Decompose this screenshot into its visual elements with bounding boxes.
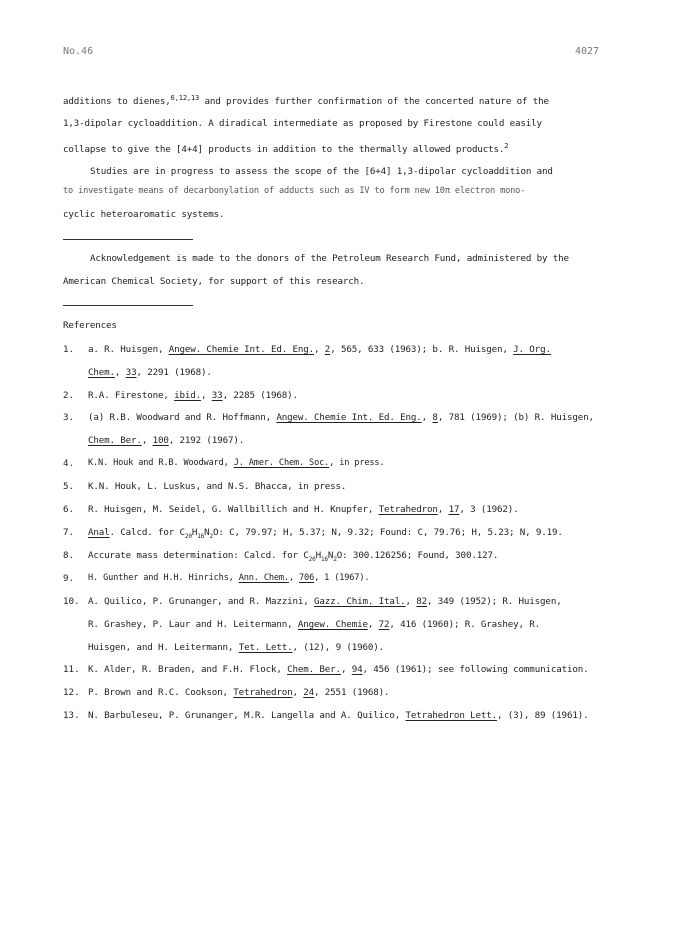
paragraph-1-line-2: 1,3-dipolar cycloaddition. A diradical intermediate as proposed by Firestone could easily — [63, 118, 542, 129]
reference-text-line: R. Huisgen, M. Seidel, G. Wallbillich and H. Knupfer, Tetrahedron, 17, 3 (1962). — [88, 504, 519, 515]
paragraph-1-line-3: collapse to give the [4+4] products in addition to the thermally allowed products.$^2$ — [63, 142, 509, 156]
reference-text-line: Chem. Ber., 100, 2192 (1967). — [88, 435, 245, 446]
reference-text-line: R. Grashey, P. Laur and H. Leitermann, Angew. Chemie, 72, 416 (1960); R. Grashey, R. — [88, 619, 541, 630]
acknowledgement-line-1: Acknowledgement is made to the donors of the Petroleum Research Fund, administered by the — [90, 253, 569, 264]
acknowledgement-line-2: American Chemical Society, for support of this research. — [63, 276, 365, 287]
citation-superscript: 6,12,13 — [170, 94, 200, 102]
paragraph-2-line-2: to investigate means of decarbonylation of adducts such as IV to form new 10π electron mono- — [63, 186, 526, 196]
reference-number: 4. — [63, 458, 75, 469]
paragraph-2-line-3: cyclic heteroaromatic systems. — [63, 209, 225, 220]
paragraph-2-line-1: Studies are in progress to assess the scope of the [6+4] 1,3-dipolar cycloaddition and — [90, 166, 553, 177]
section-divider — [63, 305, 193, 306]
reference-text-line: K. Alder, R. Braden, and F.H. Flock, Chem. Ber., 94, 456 (1961); see following communication. — [88, 664, 589, 675]
reference-text-line: P. Brown and R.C. Cookson, Tetrahedron, 24, 2551 (1968). — [88, 687, 390, 698]
page-number: 4027 — [575, 46, 600, 57]
reference-text-line: Anal. Calcd. for $C_{20}H_{16}N_2O$: C, 79.97; H, 5.37; N, 9.32; Found: C, 79.76; H, 5.23; N, 9.19. — [88, 527, 563, 540]
paragraph-1-line-1: additions to dienes,$^{6,12,13}$ and provides further confirmation of the concerted nature of the — [63, 94, 549, 108]
reference-number: 1. — [63, 344, 75, 355]
references-heading: References — [63, 320, 117, 331]
reference-text-line: Chem., 33, 2291 (1968). — [88, 367, 212, 378]
reference-text-line: (a) R.B. Woodward and R. Hoffmann, Angew. Chemie Int. Ed. Eng., 8, 781 (1969); (b) R. Huisgen, — [88, 412, 594, 423]
reference-text-line: Accurate mass determination: Calcd. for $C_{20}H_{16}N_2O$: 300.126256; Found, 300.127. — [88, 550, 499, 563]
citation-superscript: 2 — [504, 142, 509, 150]
reference-number: 10. — [63, 596, 80, 607]
reference-number: 13. — [63, 710, 80, 721]
reference-number: 6. — [63, 504, 75, 515]
reference-number: 3. — [63, 412, 75, 423]
reference-text-line: Huisgen, and H. Leitermann, Tet. Lett., (12), 9 (1960). — [88, 642, 384, 653]
reference-number: 5. — [63, 481, 75, 492]
reference-text-line: a. R. Huisgen, Angew. Chemie Int. Ed. Eng., 2, 565, 633 (1963); b. R. Huisgen, J. Org. — [88, 344, 551, 355]
reference-text-line: N. Barbuleseu, P. Grunanger, M.R. Langella and A. Quilico, Tetrahedron Lett., (3), 89 (1961). — [88, 710, 589, 721]
reference-text-line: A. Quilico, P. Grunanger, and R. Mazzini, Gazz. Chim. Ital., 82, 349 (1952); R. Huisgen, — [88, 596, 562, 607]
running-header-left: No.46 — [63, 46, 94, 57]
reference-number: 8. — [63, 550, 75, 561]
section-divider — [63, 239, 193, 240]
reference-text-line: H. Gunther and H.H. Hinrichs, Ann. Chem., 706, 1 (1967). — [88, 573, 370, 583]
reference-number: 7. — [63, 527, 75, 538]
reference-text-line: K.N. Houk, L. Luskus, and N.S. Bhacca, in press. — [88, 481, 347, 492]
reference-number: 11. — [63, 664, 80, 675]
reference-text-line: R.A. Firestone, ibid., 33, 2285 (1968). — [88, 390, 298, 401]
reference-number: 9. — [63, 573, 75, 584]
reference-number: 2. — [63, 390, 75, 401]
reference-number: 12. — [63, 687, 80, 698]
reference-text-line: K.N. Houk and R.B. Woodward, J. Amer. Chem. Soc., in press. — [88, 458, 385, 468]
